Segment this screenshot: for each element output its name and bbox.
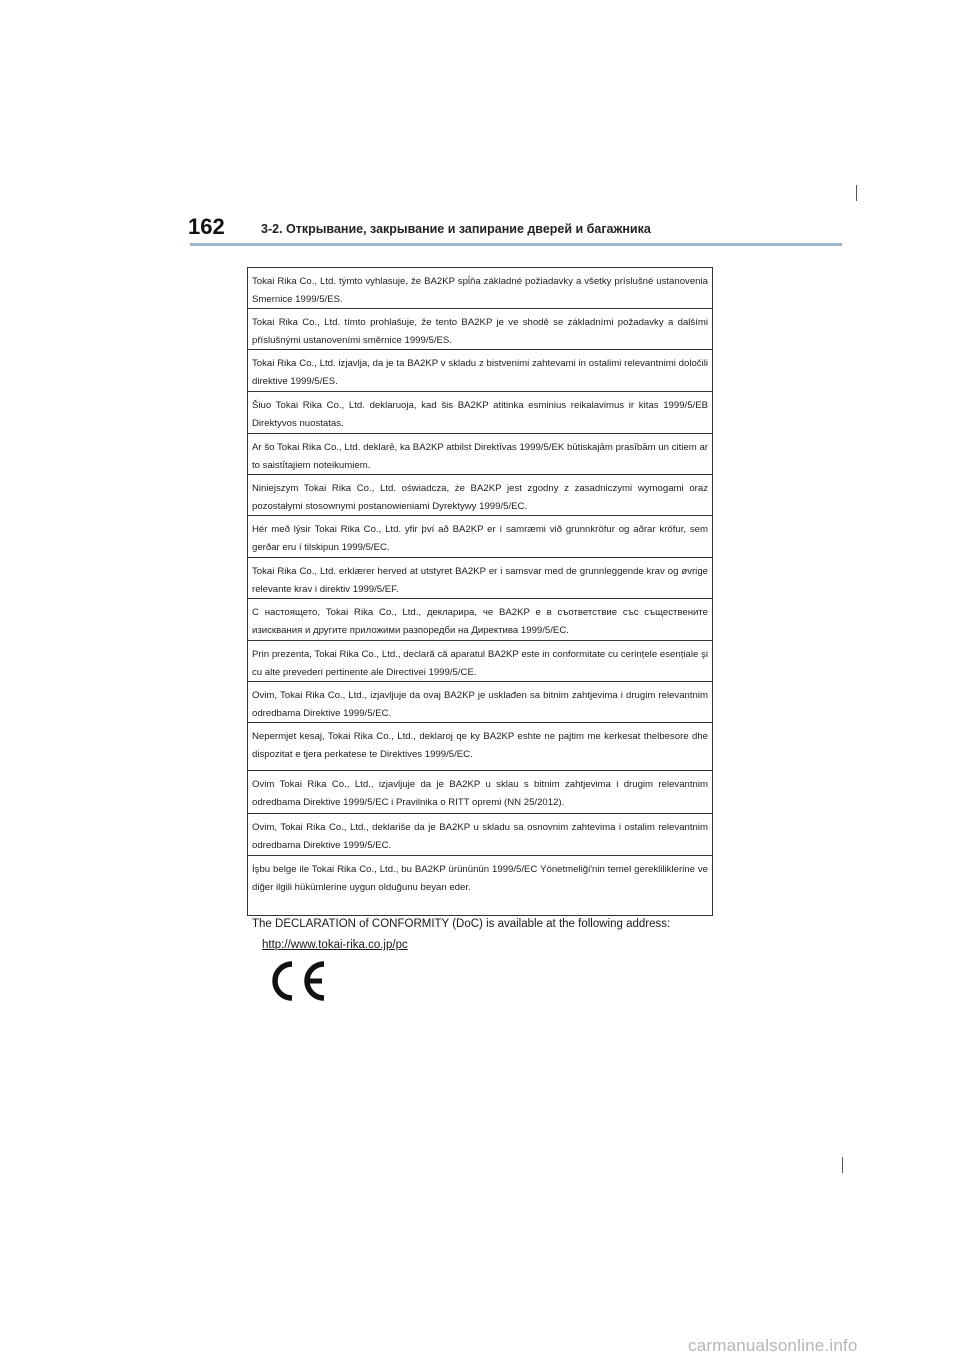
crop-mark-bottom xyxy=(842,1157,843,1173)
declaration-czech: Tokai Rika Co., Ltd. tímto prohlašuje, že tento BA2KP je ve shodě se základními požadavky a dalšími příslušnými ustanoveními směrnice 1999/5/ES. xyxy=(248,309,712,350)
declaration-slovenian: Tokai Rika Co., Ltd. izjavlja, da je ta BA2KP v skladu z bistvenimi zahtevami in ostalimi relevantnimi določili direktive 1999/5/ES. xyxy=(248,350,712,392)
doc-url-link[interactable]: http://www.tokai-rika.co.jp/pc xyxy=(262,939,408,951)
declaration-serbian: Ovim, Tokai Rika Co., Ltd., deklariše da je BA2KP u skladu sa osnovnim zahtevima i ostalim relevantnim odredbama Direktive 1999/5/EC. xyxy=(248,814,712,856)
page-header xyxy=(0,0,960,250)
declaration-romanian: Prin prezenta, Tokai Rika Co., Ltd., declară că aparatul BA2KP este in conformitate cu cerințele esențiale şi cu alte prevederi pertinente ale Directivei 1999/5/CE. xyxy=(248,641,712,682)
doc-availability-text: The DECLARATION of CONFORMITY (DoC) is available at the following address: xyxy=(252,918,671,930)
declaration-albanian: Nepermjet kesaj, Tokai Rika Co., Ltd., deklaroj qe ky BA2KP eshte ne pajtim me kerkesat thelbesore dhe dispozitat e tjera perkatese te Direktives 1999/5/EC. xyxy=(248,723,712,771)
declaration-table xyxy=(247,267,713,916)
declaration-norwegian: Tokai Rika Co., Ltd. erklærer herved at utstyret BA2KP er i samsvar med de grunnleggende krav og øvrige relevante krav i direktiv 1999/5/EF. xyxy=(248,558,712,599)
declaration-lithuanian: Šiuo Tokai Rika Co., Ltd. deklaruoja, kad šis BA2KP atitinka esminius reikalavimus ir kitas 1999/5/EB Direktyvos nuostatas. xyxy=(248,392,712,434)
declaration-turkish: İşbu belge ile Tokai Rika Co., Ltd., bu BA2KP ürününün 1999/5/EC Yönetmeliği'nin temel gerekliliklerine ve diğer ilgili hükümlerine uygun olduğunu beyan eder. xyxy=(252,864,708,893)
ce-mark-icon xyxy=(266,960,328,1002)
declaration-icelandic: Hér með lýsir Tokai Rika Co., Ltd. yfir því að BA2KP er í samræmi við grunnkröfur og aðrar kröfur, sem gerðar eru í tilskipun 1999/5/EC. xyxy=(248,516,712,558)
declaration-bulgarian: С настоящето, Tokai Rika Co., Ltd., декларира, че BA2KP е в съответствие със съществените изисквания и другите приложими разпоредби на Директива 1999/5/EC. xyxy=(248,599,712,641)
page-number: 162 xyxy=(188,214,225,239)
header-divider xyxy=(190,243,842,246)
section-title: 3-2. Открывание, закрывание и запирание дверей и багажника xyxy=(261,222,651,236)
declaration-bosnian: Ovim, Tokai Rika Co., Ltd., izjavljuje da ovaj BA2KP je usklađen sa bitnim zahtjevima i drugim relevantnim odredbama Direktive 1999/5/EC. xyxy=(248,682,712,723)
declaration-croatian: Ovim Tokai Rika Co., Ltd., izjavljuje da je BA2KP u sklau s bitnim zahtjevima i drugim relevantnim odredbama Direktive 1999/5/EC i Pravilnika o RITT opremi (NN 25/2012). xyxy=(248,771,712,814)
declaration-latvian: Ar šo Tokai Rika Co., Ltd. deklarē, ka BA2KP atbilst Direktīvas 1999/5/EK būtiskajām prasībām un citiem ar to saistītajiem noteikumiem. xyxy=(248,434,712,475)
watermark: carmanualsonline.info xyxy=(688,1336,858,1355)
declaration-polish: Niniejszym Tokai Rika Co., Ltd. oświadcza, że BA2KP jest zgodny z zasadniczymi wymogami oraz pozostałymi stosownymi postanowieniami Dyrektywy 1999/5/EC. xyxy=(248,475,712,516)
declaration-slovak: Tokai Rika Co., Ltd. týmto vyhlasuje, že BA2KP spĺňa základné požiadavky a všetky príslušné ustanovenia Smernice 1999/5/ES. xyxy=(248,268,712,309)
